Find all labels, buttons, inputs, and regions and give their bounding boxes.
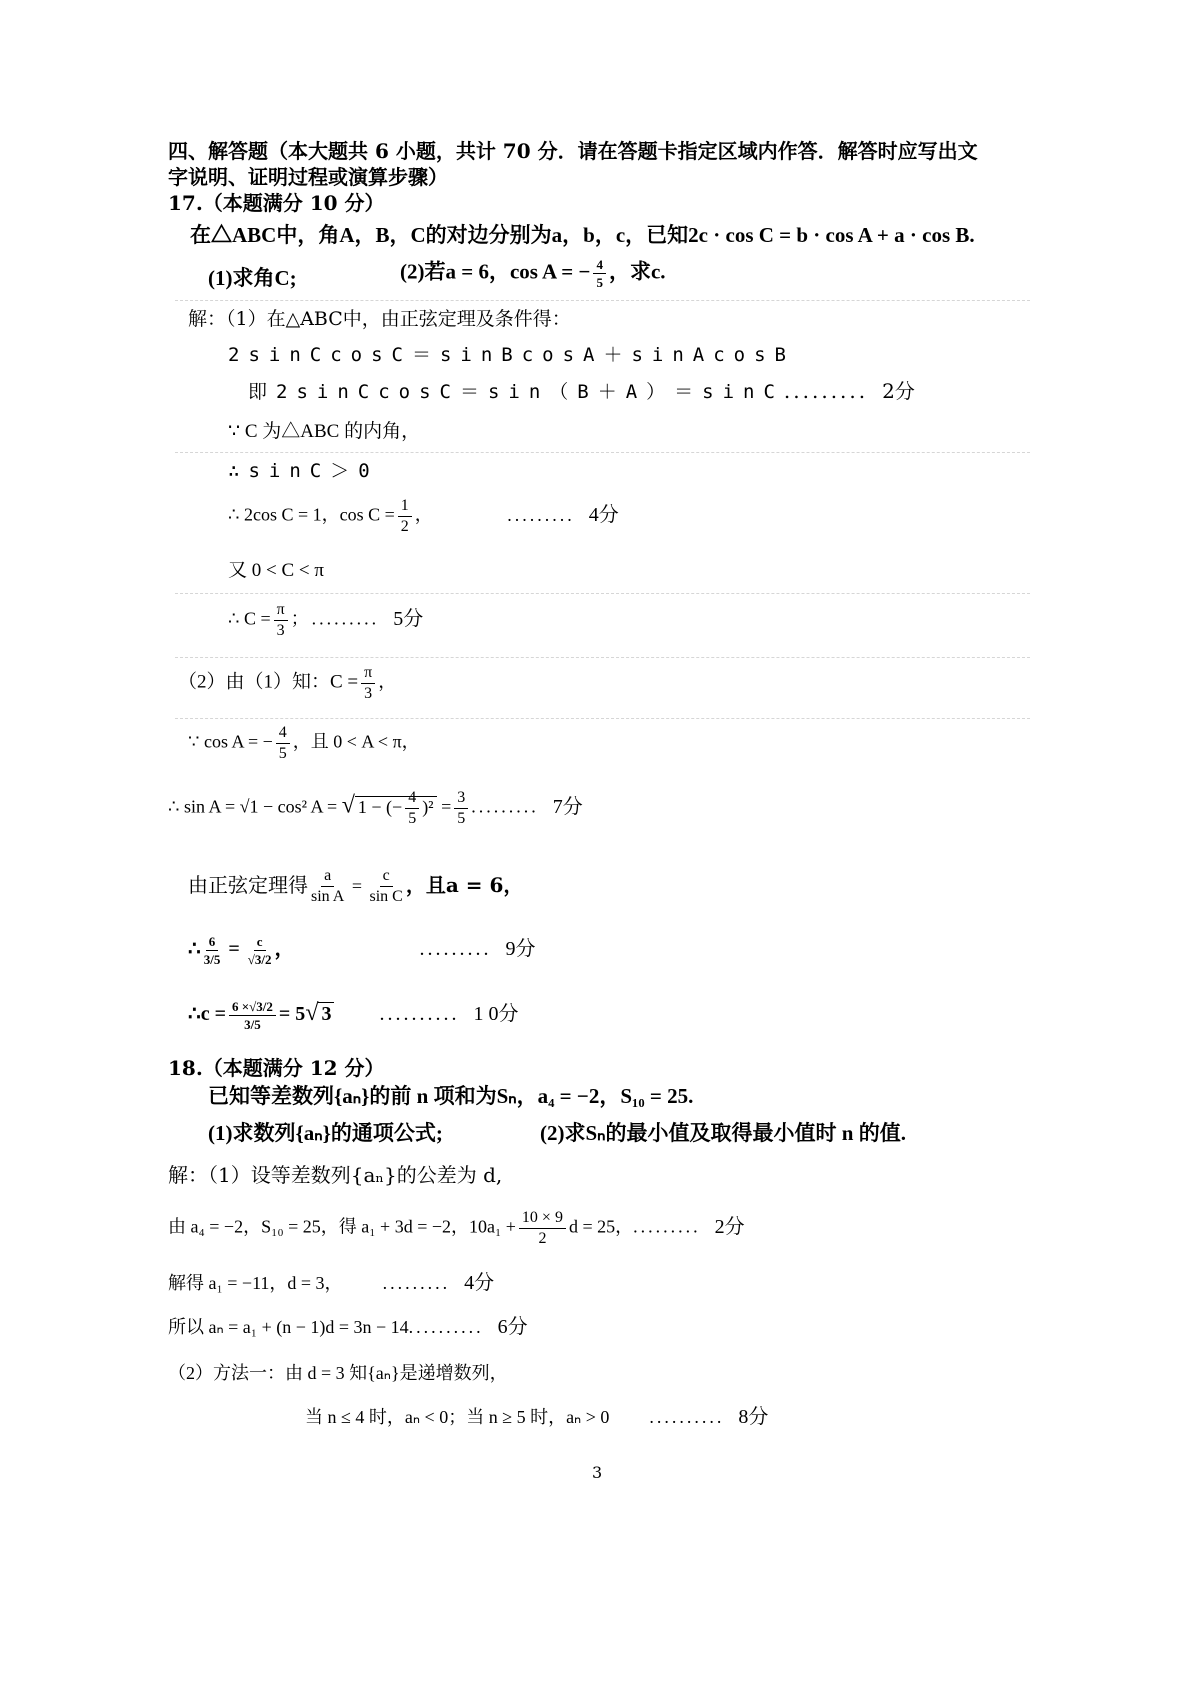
q18-solution-6 <box>305 1404 768 1430</box>
numerator: 4 <box>593 258 606 274</box>
step-5-text: ∴ 2cos C = 1，cos C = <box>228 504 395 525</box>
denominator: √3/2 <box>247 952 272 967</box>
denominator: 3/5 <box>203 952 221 967</box>
answer-label: ∴c = <box>188 1003 226 1026</box>
denominator: 2 <box>538 1230 547 1247</box>
score: 8分 <box>738 1406 769 1428</box>
denominator: 5 <box>596 275 603 290</box>
question-17-stem: 在△ABC中，角A，B，C的对边分别为a，b，c，已知2c · cos C = b · cos A + a · cos B. <box>190 223 975 247</box>
question-17-part2 <box>400 258 666 289</box>
step-2-text: 即2sinCcosC＝sin（B＋A）＝sinC <box>248 381 784 403</box>
part2-answer <box>188 1000 518 1031</box>
score: 7分 <box>552 795 583 818</box>
numerator: 10 × 9 <box>519 1210 566 1229</box>
numerator: 6 <box>206 935 219 951</box>
fraction-c-sinC <box>370 868 403 905</box>
score: 2分 <box>882 379 915 403</box>
sine-law-text: 由正弦定理得 <box>188 873 308 897</box>
fraction-4-5 <box>405 790 419 827</box>
numerator: 6 ×√3/2 <box>229 1000 276 1016</box>
sqrt-symbol: √ <box>305 1000 319 1027</box>
numerator: 4 <box>405 790 419 809</box>
score: 2分 <box>714 1215 745 1238</box>
fraction-answer <box>229 1000 276 1031</box>
dots: ......... <box>419 938 492 961</box>
solution-6-text: 当 n ≤ 4 时，aₙ < 0；当 n ≥ 5 时，aₙ > 0 <box>305 1407 610 1427</box>
q18-solution-3 <box>168 1270 494 1296</box>
sqrt-content: 1 − (− $\frac{4}{5}$ )² <box>355 796 437 817</box>
score: 6分 <box>497 1316 528 1338</box>
section-header-line1: 四、解答题（本大题共 6 小题，共计 70 分．请在答题卡指定区域内作答．解答时应写出文 <box>168 139 978 163</box>
divider <box>175 657 1030 658</box>
q18-solution-4 <box>168 1314 528 1340</box>
q18-solution-2 <box>168 1210 745 1247</box>
dots: ；......... <box>290 608 380 629</box>
fraction-c-over-sqrt3-2 <box>248 935 272 966</box>
denominator: 3 <box>276 622 285 639</box>
section-header-line2: 字说明、证明过程或演算步骤） <box>168 165 448 189</box>
denominator: 5 <box>408 810 417 827</box>
page-number: 3 <box>592 1463 603 1482</box>
numerator: 1 <box>398 498 412 517</box>
cosA-text: ∵ cos A = − <box>188 731 273 752</box>
denominator: sin C <box>369 888 403 905</box>
solution-4-text: 所以 aₙ = a₁ + (n − 1)d = 3n − 14 <box>168 1317 409 1337</box>
solution-3-text: 解得 a₁ = −11，d = 3， <box>168 1273 343 1293</box>
step-7-text: ∴ C = <box>228 608 271 629</box>
dots: .......... <box>379 1003 460 1026</box>
fraction-4-5 <box>276 725 290 762</box>
dots: ......... <box>382 1273 451 1293</box>
denominator: 2 <box>400 518 409 535</box>
dots: .......... <box>408 1317 484 1337</box>
numerator: c <box>254 935 266 951</box>
sine-law-given: ，且a = 6， <box>405 873 524 897</box>
fraction-3-5 <box>454 790 468 827</box>
part2-ratio: ∴ $\frac{6}{3/5}$ = $\frac{c}{√3/2}$ ， ......... 9分 <box>188 934 536 967</box>
fraction-pi-3 <box>274 602 288 639</box>
score: 4分 <box>464 1272 495 1294</box>
fraction-a-sinA <box>311 868 344 905</box>
numerator: 3 <box>454 790 468 809</box>
solution-step-3: ∵ C 为△ABC 的内角， <box>228 421 421 442</box>
numerator: a <box>321 868 334 887</box>
numerator: 4 <box>276 725 290 744</box>
divider <box>175 452 1030 453</box>
score: 4分 <box>588 503 619 526</box>
divider <box>175 593 1030 594</box>
sinA-text: ∴ sin A = √1 − cos² A = <box>168 796 338 817</box>
solution-step-6: 又 0 < C < π <box>228 560 324 581</box>
solution-step-4: ∴sinC＞0 <box>228 460 379 482</box>
solution-step-1: 2sinCcosC＝sinBcosA＋sinAcosB <box>228 344 795 366</box>
cosA-range: ，且 0 < A < π， <box>292 731 420 752</box>
question-17-part1: (1)求角C; <box>208 266 297 290</box>
fraction-10x9-2 <box>519 1210 566 1247</box>
divider <box>175 718 1030 719</box>
question-18-part1: (1)求数列{aₙ}的通项公式; <box>208 1121 443 1145</box>
denominator: 5 <box>457 810 466 827</box>
solution-step-7 <box>228 602 423 639</box>
part2-label: （2）由（1）知：C = <box>178 671 359 693</box>
part2-sine-law: 由正弦定理得 $\frac{a}{\text{sin A}}$ = $\frac{c}{\text{sin C}}$ ，且a = 6， <box>188 867 524 905</box>
denominator: 3 <box>364 685 373 702</box>
question-18-title: 18.（本题满分 12 分） <box>168 1056 385 1080</box>
part2-cosA <box>188 725 420 762</box>
dots: ......... <box>507 504 575 525</box>
denominator: sin A <box>311 888 345 905</box>
q18-solution-5: （2）方法一：由 d = 3 知{aₙ}是递增数列， <box>168 1363 508 1383</box>
part2-sinA: ∴ sin A = √1 − cos² A = √ 1 − (− $\frac{4}{5}$ )² = $\frac{3}{5}$ ......... 7分 <box>168 789 583 827</box>
fraction-6-over-3-5 <box>204 935 221 966</box>
numerator: π <box>361 665 375 684</box>
part2-suffix: ，求c. <box>608 259 666 284</box>
dots: ......... <box>783 379 869 403</box>
dots: .......... <box>649 1407 725 1427</box>
q18-solution-1: 解：（1）设等差数列{aₙ}的公差为 d, <box>168 1163 503 1187</box>
fraction-1-2 <box>398 498 412 535</box>
dots: ......... <box>633 1216 701 1237</box>
answer-value: = 5 <box>278 1003 306 1026</box>
sqrt-symbol: √ <box>341 792 355 819</box>
fraction-4-5 <box>593 258 606 289</box>
part2-prefix: (2)若a = 6，cos A = − <box>400 259 591 284</box>
divider <box>175 300 1030 301</box>
score: 9分 <box>505 938 536 961</box>
sqrt-3: 3 <box>318 1002 334 1025</box>
part2-start: （2）由（1）知：C = $\frac{\pi}{3}$ ， <box>178 664 397 702</box>
dots: ......... <box>471 796 539 817</box>
solution-step-5: ∴ 2cos C = 1，cos C = $\frac{1}{2}$ ， ......... 4分 <box>228 497 619 535</box>
numerator: c <box>380 868 393 887</box>
denominator: 5 <box>278 745 287 762</box>
denominator: 3/5 <box>244 1017 261 1032</box>
question-17-title: 17.（本题满分 10 分） <box>168 191 385 215</box>
score: 5分 <box>393 607 424 630</box>
question-18-part2: (2)求Sₙ的最小值及取得最小值时 n 的值. <box>540 1121 906 1145</box>
solution-2-text: 由 a₄ = −2，S₁₀ = 25，得 a₁ + 3d = −2，10a₁ + <box>168 1216 516 1237</box>
score: 1 0分 <box>473 1003 519 1026</box>
solution-2-tail: d = 25， <box>568 1216 634 1237</box>
solution-step-2 <box>248 378 915 405</box>
fraction-pi-3 <box>361 665 375 702</box>
question-18-stem: 已知等差数列{aₙ}的前 n 项和为Sₙ，a₄ = −2，S₁₀ = 25. <box>208 1084 694 1108</box>
numerator: π <box>274 602 288 621</box>
solution-intro: 解：（1）在△ABC中，由正弦定理及条件得： <box>188 308 571 330</box>
